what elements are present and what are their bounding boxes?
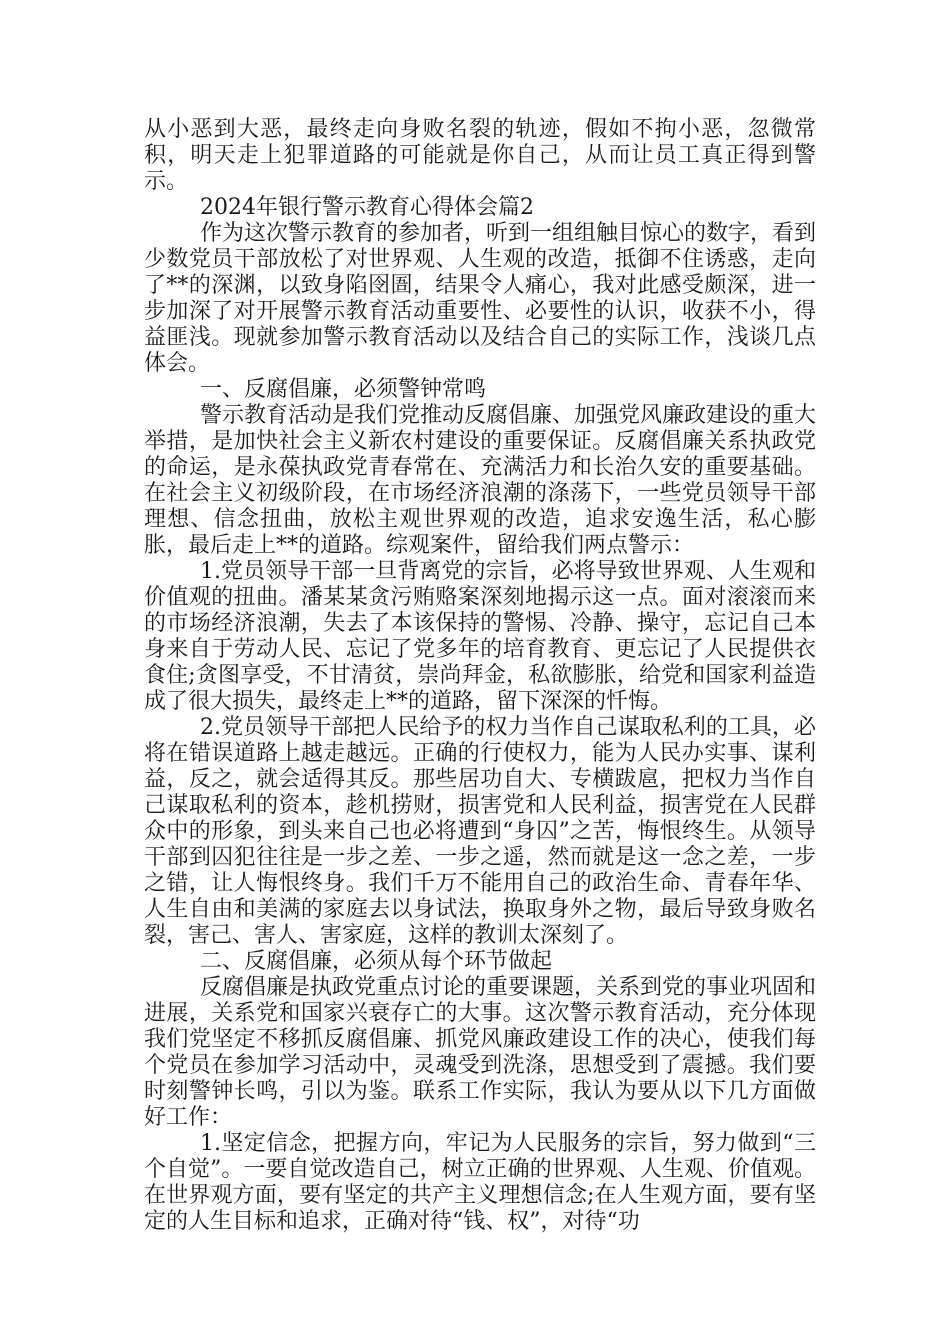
section-heading-1: 一、反腐倡廉，必须警钟常鸣 bbox=[200, 377, 487, 402]
paragraph-section-2: 反腐倡廉是执政党重点讨论的重要课题，关系到党的事业巩固和进展，关系党和国家兴衰存亡的大事。这次警示教育活动，充分体现我们党坚定不移抓反腐倡廉、抓党风廉政建设工作的决心，使我们每个党员在参加学习活动中，灵魂受到洗涤，思想受到了震撼。我们要时刻警钟长鸣，引以为鉴。联系工作实际，我认为要从以下几方面做好工作： bbox=[144, 975, 817, 1130]
document-body bbox=[144, 117, 816, 1235]
paragraph-section-1: 警示教育活动是我们党推动反腐倡廉、加强党风廉政建设的重大举措，是加快社会主义新农村建设的重要保证。反腐倡廉关系执政党的命运，是永葆执政党青春常在、充满活力和长治久安的重要基础。在社会主义初级阶段，在市场经济浪潮的涤荡下，一些党员领导干部理想、信念扭曲，放松主观世界观的改造，追求安逸生活，私心膨胀，最后走上**的道路。综观案件，留给我们两点警示： bbox=[144, 403, 817, 558]
paragraph-continuation: 从小恶到大恶，最终走向身败名裂的轨迹，假如不拘小恶，忽微常积，明天走上犯罪道路的可能就是你自己，从而让员工真正得到警示。 bbox=[144, 117, 816, 194]
paragraph-point-3: 1.坚定信念，把握方向，牢记为人民服务的宗旨，努力做到“三个自觉”。一要自觉改造自己，树立正确的世界观、人生观、价值观。在世界观方面，要有坚定的共产主义理想信念;在人生观方面，要有坚定的人生目标和追求，正确对待“钱、权”，对待“功 bbox=[144, 1131, 816, 1234]
paragraph-point-2: 2.党员领导干部把人民给予的权力当作自己谋取私利的工具，必将在错误道路上越走越远。正确的行使权力，能为人民办实事、谋利益，反之，就会适得其反。那些居功自大、专横跋扈，把权力当作自己谋取私利的资本，趁机捞财，损害党和人民利益，损害党在人民群众中的形象，到头来自己也必将遭到“身囚”之苦，悔恨终生。从领导干部到囚犯往往是一步之差、一步之遥，然而就是这一念之差，一步之错，让人悔恨终身。我们千万不能用自己的政治生命、青春年华、人生自由和美满的家庭去以身试法，换取身外之物，最后导致身败名裂，害己、害人、害家庭，这样的教训太深刻了。 bbox=[144, 715, 816, 948]
section-heading-2: 二、反腐倡廉，必须从每个环节做起 bbox=[200, 949, 553, 974]
paragraph-point-1: 1.党员领导干部一旦背离党的宗旨，必将导致世界观、人生观和价值观的扭曲。潘某某贪污贿赂案深刻地揭示这一点。面对滚滚而来的市场经济浪潮，失去了本该保持的警惕、冷静、操守，忘记自己本身来自于劳动人民、忘记了党多年的培育教育、更忘记了人民提供衣食住;贪图享受，不甘清贫，崇尚拜金，私欲膨胀，给党和国家利益造成了很大损失，最终走上**的道路，留下深深的忏悔。 bbox=[144, 559, 816, 714]
paragraph-intro: 作为这次警示教育的参加者，听到一组组触目惊心的数字，看到少数党员干部放松了对世界观、人生观的改造，抵御不住诱惑，走向了**的深渊，以致身陷囹圄，结果令人痛心，我对此感受颇深，进一步加深了对开展警示教育活动重要性、必要性的认识，收获不小，得益匪浅。现就参加警示教育活动以及结合自己的实际工作，浅谈几点体会。 bbox=[144, 221, 817, 376]
article-title: 2024年银行警示教育心得体会篇2 bbox=[200, 195, 534, 220]
